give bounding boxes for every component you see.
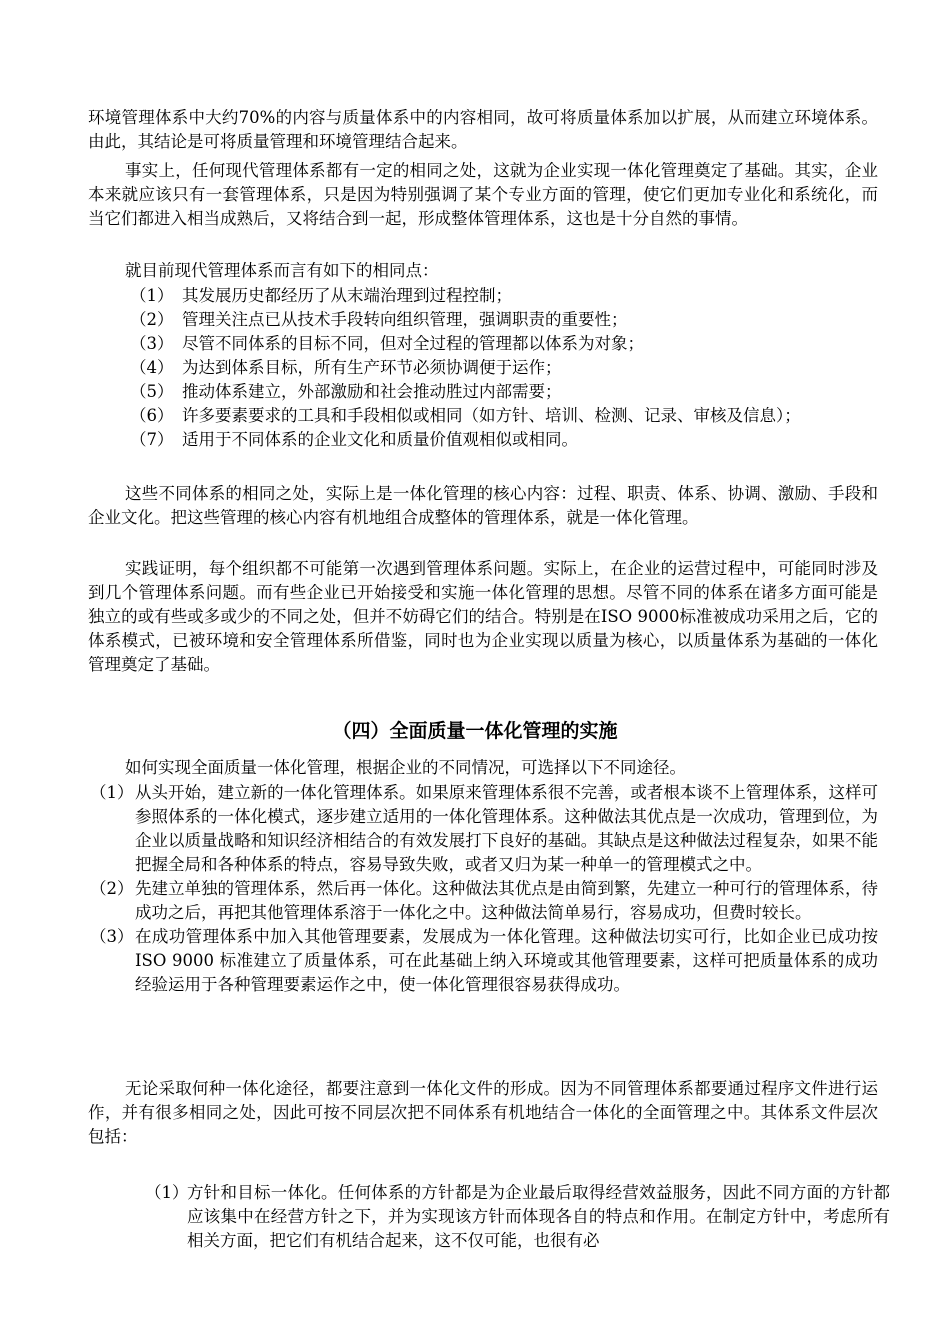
paragraph-core-content: 这些不同体系的相同之处，实际上是一体化管理的核心内容：过程、职责、体系、协调、激励、手段和企业文化。把这些管理的核心内容有机地组合成整体的管理体系，就是一体化管理。 xyxy=(88,484,878,527)
list-item: （1） 从头开始，建立新的一体化管理体系。如果原来管理体系很不完善，或者根本谈不上管理体系，这样可参照体系的一体化模式，逐步建立适用的一体化管理体系。这种做法其优点是一次成功，管理到位，为企业以质量战略和知识经济相结合的有效发展打下良好的基础。其缺点是这种做法过程复杂，如果不能把握全局和各种体系的特点，容易导致失败，或者又归为某一种单一的管理模式之中。 xyxy=(90,783,878,874)
paragraph-practice: 实践证明，每个组织都不可能第一次遇到管理体系问题。实际上，在企业的运营过程中，可能同时涉及到几个管理体系问题。而有些企业已开始接受和实施一体化管理的思想。尽管不同的体系在诸多方面可能是独立的或有些或多或少的不同之处，但并不妨碍它们的结合。特别是在ISO 9000标准被成功采用之后，它的体系模式，已被环境和安全管理体系所借鉴，同时也为企业实现以质量为核心，以质量体系为基础的一体化管理奠定了基础。 xyxy=(88,559,878,674)
section-heading: （四）全面质量一体化管理的实施 xyxy=(332,720,618,742)
list-item: （6） 许多要素要求的工具和手段相似或相同（如方针、培训、检测、记录、审核及信息）； xyxy=(130,406,801,425)
list-item: （7） 适用于不同体系的企业文化和质量价值观相似或相同。 xyxy=(130,430,578,449)
paragraph-common-basis: 事实上，任何现代管理体系都有一定的相同之处，这就为企业实现一体化管理奠定了基础。其实，企业本来就应该只有一套管理体系，只是因为特别强调了某个专业方面的管理，使它们更加专业化和系统化，而当它们都进入相当成熟后，又将结合到一起，形成整体管理体系，这也是十分自然的事情。 xyxy=(88,161,878,228)
paragraph-common-points-intro: 就目前现代管理体系而言有如下的相同点： xyxy=(125,261,439,280)
list-item: （3） 在成功管理体系中加入其他管理要素，发展成为一体化管理。这种做法切实可行，比如企业已成功按 ISO 9000 标准建立了质量体系，可在此基础上纳入环境或其他管理要素，这样可把质量体系的成功经验运用于各种管理要素运作之中，使一体化管理很容易获得成功。 xyxy=(90,927,878,994)
list-item: （3） 尽管不同体系的目标不同，但对全过程的管理都以体系为对象； xyxy=(130,334,644,353)
list-item: （2） 管理关注点已从技术手段转向组织管理，强调职责的重要性； xyxy=(130,310,628,329)
list-item: （2） 先建立单独的管理体系，然后再一体化。这种做法其优点是由简到繁，先建立一种可行的管理体系，待成功之后，再把其他管理体系溶于一体化之中。这种做法简单易行，容易成功，但费时较长。 xyxy=(90,879,878,922)
common-points-list xyxy=(130,284,878,452)
approaches-list xyxy=(90,781,878,997)
doc-levels-list xyxy=(145,1181,890,1253)
list-item: （5） 推动体系建立，外部激励和社会推动胜过内部需要； xyxy=(130,382,562,401)
paragraph-env-quality: 环境管理体系中大约70%的内容与质量体系中的内容相同，故可将质量体系加以扩展，从而建立环境体系。由此，其结论是可将质量管理和环境管理结合起来。 xyxy=(88,108,878,151)
list-item: （1） 方针和目标一体化。任何体系的方针都是为企业最后取得经营效益服务，因此不同方面的方针都应该集中在经营方针之下，并为实现该方针而体现各自的特点和作用。在制定方针中，考虑所有相关方面，把它们有机结合起来，这不仅可能，也很有必 xyxy=(145,1183,890,1250)
paragraph-approaches-intro: 如何实现全面质量一体化管理，根据企业的不同情况，可选择以下不同途径。 xyxy=(125,758,686,777)
paragraph-doc-integration: 无论采取何种一体化途径，都要注意到一体化文件的形成。因为不同管理体系都要通过程序文件进行运作，并有很多相同之处，因此可按不同层次把不同体系有机地结合一体化的全面管理之中。其体系文件层次包括： xyxy=(88,1079,878,1146)
list-item: （1） 其发展历史都经历了从末端治理到过程控制； xyxy=(130,286,512,305)
list-item: （4） 为达到体系目标，所有生产环节必须协调便于运作； xyxy=(130,358,562,377)
